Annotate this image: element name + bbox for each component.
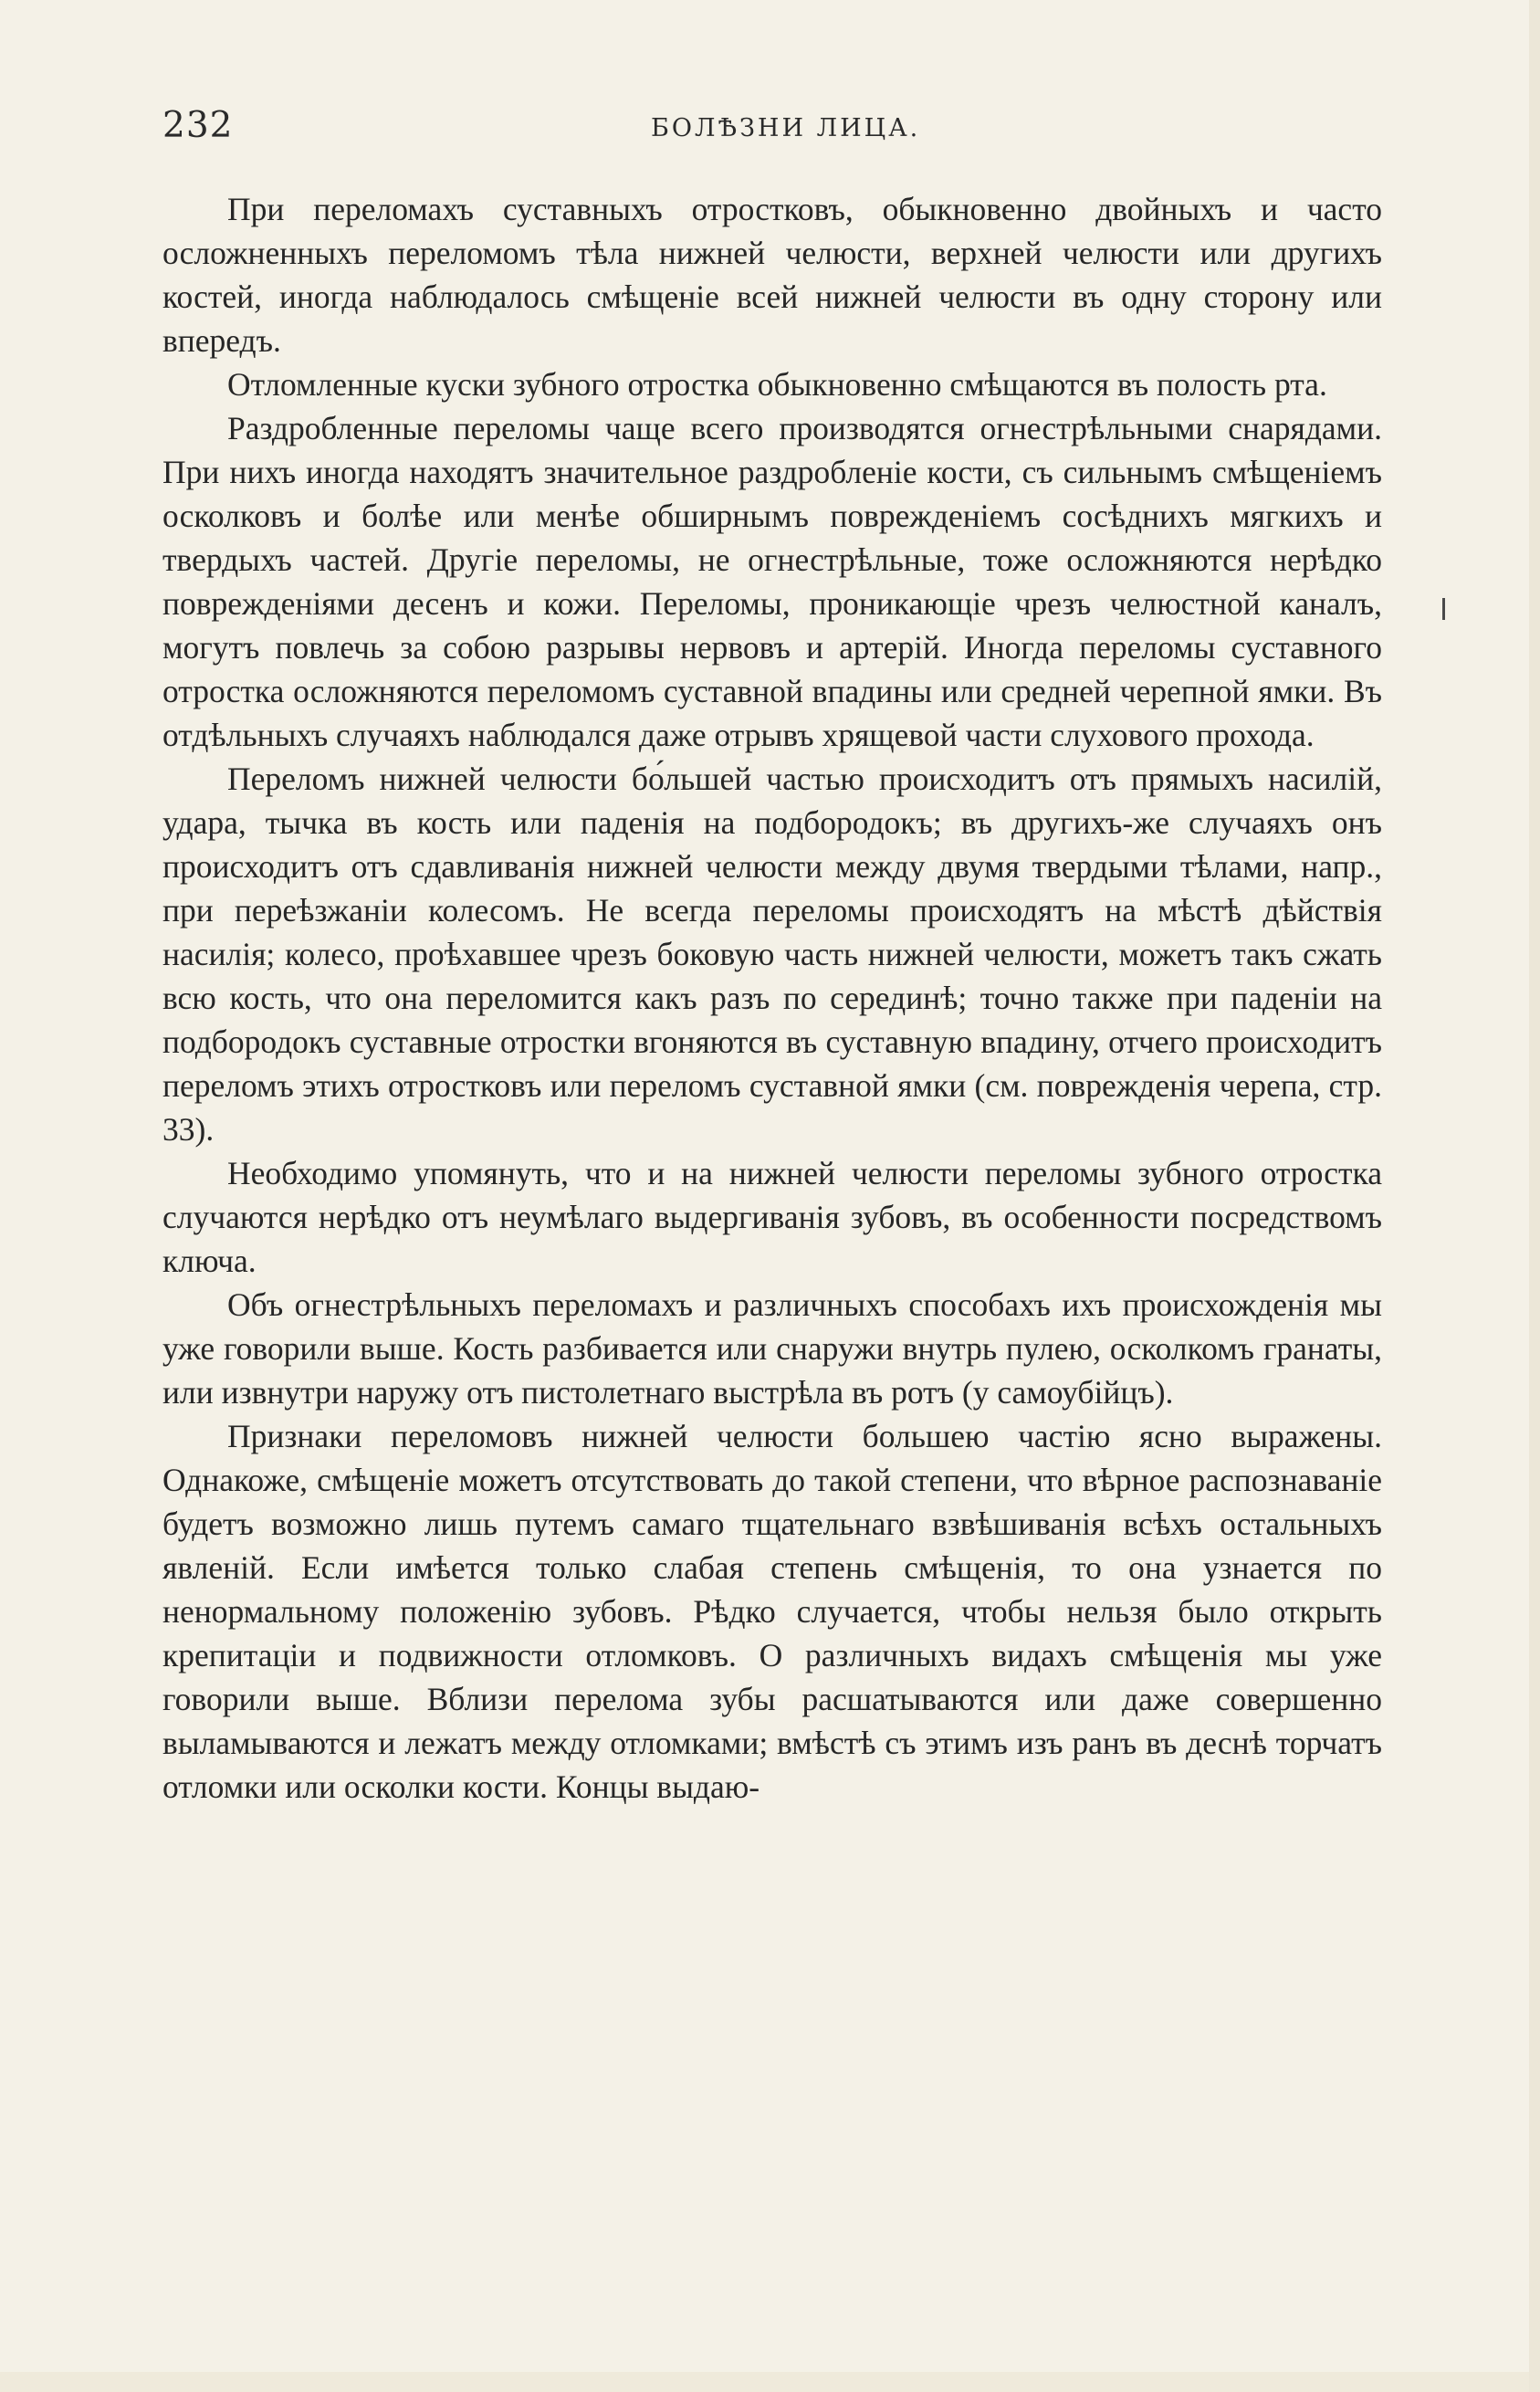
- margin-mark: [1442, 598, 1445, 620]
- page-body: [162, 187, 1382, 1809]
- paragraph-comminuted-fractures: Раздробленные переломы чаще всего производятся огнестрѣльными снарядами. При нихъ иногда находятъ значительное раздробленіе кости, съ сильнымъ смѣщеніемъ осколковъ и болѣе или менѣе обширнымъ поврежденіемъ сосѣднихъ мягкихъ и твердыхъ частей. Другіе переломы, не огнестрѣльные, тоже осложняются нерѣдко поврежденіями десенъ и кожи. Переломы, проникающіе чрезъ челюстной каналъ, могутъ повлечь за собою разрывы нервовъ и артерій. Иногда переломы суставного отростка осложняются переломомъ суставной впадины или средней черепной ямки. Въ отдѣльныхъ случаяхъ наблюдался даже отрывъ хрящевой части слухового прохода.: [162, 410, 1382, 753]
- paragraph-tooth-extraction-fractures: Необходимо упомянуть, что и на нижней челюсти переломы зубного отростка случаются нерѣдко отъ неумѣлаго выдергиванія зубовъ, въ особенности посредствомъ ключа.: [162, 1155, 1382, 1279]
- page-number: 232: [162, 105, 234, 146]
- paragraph-articular-process-fractures: При переломахъ суставныхъ отростковъ, обыкновенно двойныхъ и часто осложненныхъ переломомъ тѣла нижней челюсти, верхней челюсти или другихъ костей, иногда наблюдалось смѣщеніе всей нижней челюсти въ одну сторону или впередъ.: [162, 191, 1382, 359]
- page-bottom-edge: [0, 2372, 1540, 2392]
- paragraph-gunshot-fractures: Объ огнестрѣльныхъ переломахъ и различныхъ способахъ ихъ происхожденія мы уже говорили выше. Кость разбивается или снаружи внутрь пулею, осколкомъ гранаты, или извнутри наружу отъ пистолетнаго выстрѣла въ ротъ (у самоубійцъ).: [162, 1286, 1382, 1411]
- page-header: [162, 105, 1386, 160]
- paragraph-mandible-fracture-causes: Переломъ нижней челюсти бо́льшей частью происходитъ отъ прямыхъ насилій, удара, тычка въ кость или паденія на подбородокъ; въ другихъ-же случаяхъ онъ происходитъ отъ сдавливанія нижней челюсти между двумя твердыми тѣлами, напр., при переѣзжаніи колесомъ. Не всегда переломы происходятъ на мѣстѣ дѣйствія насилія; колесо, проѣхавшее чрезъ боковую часть нижней челюсти, можетъ такъ сжать всю кость, что она переломится какъ разъ по серединѣ; точно также при паденіи на подбородокъ суставные отростки вгоняются въ суставную впадину, отчего происходитъ переломъ этихъ отростковъ или переломъ суставной ямки (см. поврежденія черепа, стр. 33).: [162, 761, 1382, 1148]
- paragraph-fracture-signs: Признаки переломовъ нижней челюсти большею частію ясно выражены. Однакоже, смѣщеніе можетъ отсутствовать до такой степени, что вѣрное распознаваніе будетъ возможно лишь путемъ самаго тщательнаго взвѣшиванія всѣхъ остальныхъ явленій. Если имѣется только слабая степень смѣщенія, то она узнается по ненормальному положенію зубовъ. Рѣдко случается, чтобы нельзя было открыть крепитаціи и подвижности отломковъ. О различныхъ видахъ смѣщенія мы уже говорили выше. Вблизи перелома зубы расшатываются или даже совершенно выламываются и лежатъ между отломками; вмѣстѣ съ этимъ изъ ранъ въ деснѣ торчатъ отломки или осколки кости. Концы выдаю-: [162, 1418, 1382, 1805]
- paragraph-dental-process-fragments: Отломленные куски зубного отростка обыкновенно смѣщаются въ полость рта.: [227, 366, 1327, 403]
- running-title: БОЛѢЗНИ ЛИЦА.: [651, 114, 921, 142]
